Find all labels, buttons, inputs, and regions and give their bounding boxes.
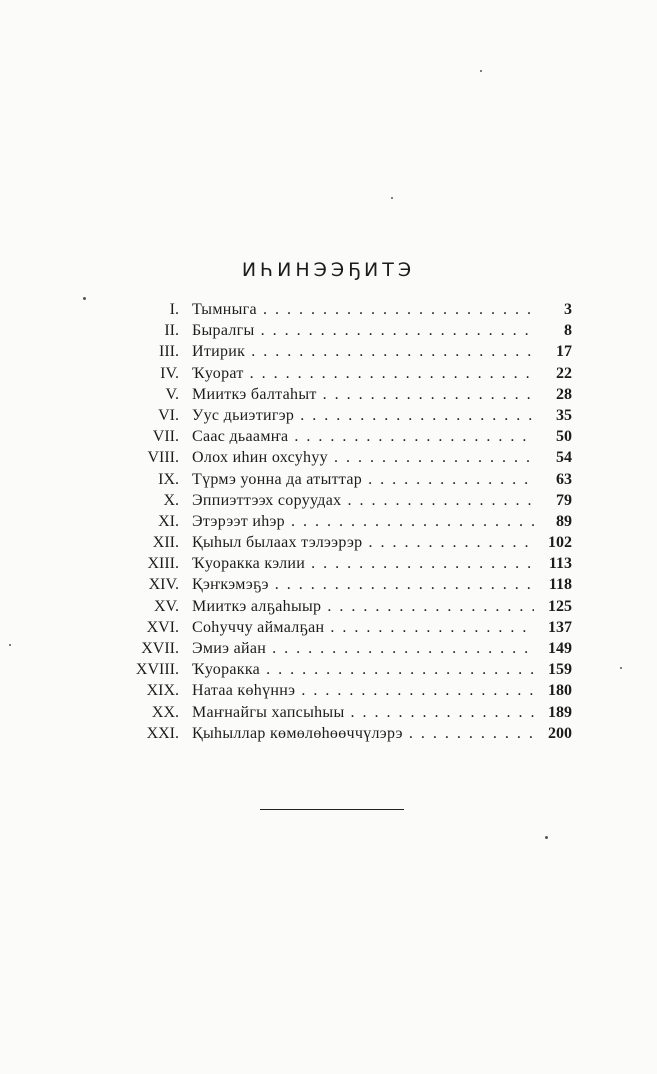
toc-entry — [120, 596, 572, 617]
chapter-title: Мииткэ алҕаһыыр . . — [192, 596, 534, 617]
chapter-number: XI. — [158, 512, 179, 530]
chapter-title: Соһуччу аймалҕан . . — [192, 617, 534, 638]
chapter-title: Эппиэттээх соруудах . . — [192, 490, 534, 511]
toc-entry — [120, 363, 572, 384]
toc-entry — [120, 447, 572, 468]
paper-speck — [9, 644, 11, 646]
page-number: 79 — [552, 490, 572, 511]
page-number: 63 — [552, 469, 572, 490]
paper-speck — [545, 836, 548, 839]
chapter-number: XII. — [152, 534, 179, 552]
chapter-number: III. — [159, 343, 179, 361]
chapter-title: Итирик . . — [192, 341, 534, 362]
toc-entry — [120, 341, 572, 362]
toc-entry — [120, 299, 572, 320]
toc-entry — [120, 511, 572, 532]
chapter-number: VI. — [158, 406, 179, 424]
page-number: 149 — [544, 638, 572, 659]
chapter-title: Тымныга . . — [192, 299, 534, 320]
toc-entry — [120, 553, 572, 574]
page-number: 17 — [552, 341, 572, 362]
chapter-number: XIII. — [147, 555, 179, 573]
chapter-title: Этэрээт иһэр . . — [192, 511, 534, 532]
page-number: 8 — [560, 320, 572, 341]
page-number: 159 — [544, 659, 572, 680]
chapter-title: Уус дьиэтигэр . . — [192, 405, 534, 426]
chapter-title: Ҡуоракка кэлии . . — [192, 553, 534, 574]
chapter-number: XIV. — [148, 576, 179, 594]
chapter-title: Қыһыл былаах тэлээрэр . . — [192, 532, 534, 553]
toc-entry — [120, 469, 572, 490]
toc-entry — [120, 723, 572, 744]
page-number: 54 — [552, 447, 572, 468]
page-number: 28 — [552, 384, 572, 405]
toc-entry — [120, 532, 572, 553]
toc-entry — [120, 659, 572, 680]
chapter-title: Қыһыллар көмөлөһөөччүлэрэ . . — [192, 723, 534, 744]
page-number: 180 — [544, 680, 572, 701]
page-number: 89 — [552, 511, 572, 532]
toc-entry — [120, 320, 572, 341]
toc-entry — [120, 617, 572, 638]
chapter-title: Маҥнайгы хапсыһыы . . — [192, 702, 534, 723]
page-number: 35 — [552, 405, 572, 426]
chapter-number: I. — [169, 301, 179, 318]
toc-entry — [120, 405, 572, 426]
chapter-number: VIII. — [147, 449, 179, 467]
page-number: 3 — [560, 299, 572, 320]
page-number: 22 — [552, 363, 572, 384]
paper-speck — [391, 197, 393, 199]
page-number: 137 — [544, 617, 572, 638]
page-number: 50 — [552, 426, 572, 447]
contents-heading: ИҺИНЭЭҔИТЭ — [241, 259, 416, 281]
chapter-number: XVIII. — [135, 661, 179, 679]
table-of-contents — [120, 299, 572, 744]
chapter-title: Эмиэ айан . . — [192, 638, 534, 659]
chapter-title: Олох иһин охсуһуу . . — [192, 447, 534, 468]
chapter-number: XV. — [153, 597, 179, 615]
chapter-number: VII. — [152, 428, 179, 446]
chapter-title: Түрмэ уонна да атыттар . . — [192, 469, 534, 490]
page-number: 102 — [544, 532, 572, 553]
chapter-number: XVII. — [141, 640, 179, 657]
paper-speck — [480, 70, 482, 72]
page-number: 113 — [545, 553, 572, 574]
page-number: 125 — [544, 596, 572, 617]
toc-entry — [120, 426, 572, 447]
page-number: 118 — [545, 574, 572, 595]
chapter-title: Мииткэ балтаһыт . . — [192, 384, 534, 405]
chapter-number: II. — [164, 322, 179, 340]
chapter-title: Қэҥкэмэҕэ . . — [192, 574, 534, 595]
toc-entry — [120, 638, 572, 659]
toc-entry — [120, 680, 572, 701]
chapter-number: XVI. — [146, 618, 179, 636]
paper-speck — [83, 297, 86, 300]
page-number: 189 — [544, 702, 572, 723]
paper-speck — [620, 667, 622, 669]
chapter-number: V. — [165, 385, 179, 403]
chapter-title: Натаа көһүннэ . . — [192, 680, 534, 701]
chapter-title: Ҡуорат . . — [192, 363, 534, 384]
page-number: 200 — [544, 723, 572, 744]
chapter-number: XIX. — [146, 682, 179, 700]
closing-rule — [260, 809, 404, 810]
chapter-number: IV. — [160, 364, 179, 382]
chapter-number: XX. — [151, 703, 179, 721]
chapter-number: IX. — [158, 470, 179, 488]
chapter-number: X. — [163, 491, 179, 509]
toc-entry — [120, 702, 572, 723]
chapter-title: Ҡуоракка . . — [192, 659, 534, 680]
toc-entry — [120, 574, 572, 595]
chapter-title: Саас дьаамҥа . . — [192, 426, 534, 447]
chapter-number: XXI. — [146, 724, 179, 742]
toc-entry — [120, 384, 572, 405]
toc-entry — [120, 490, 572, 511]
chapter-title: Быралгы . . — [192, 320, 534, 341]
